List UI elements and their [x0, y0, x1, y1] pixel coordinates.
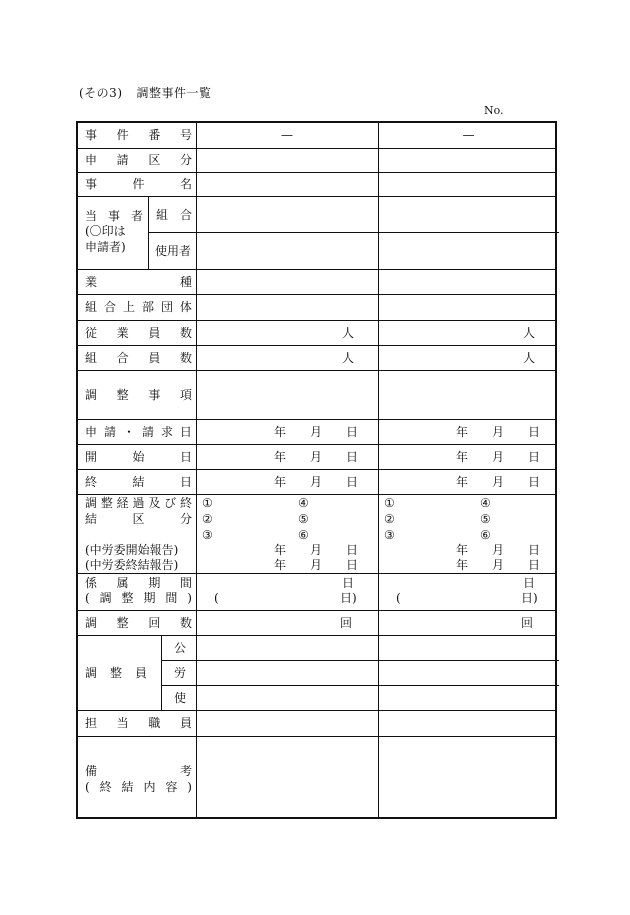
label-case-name: 事 件 名	[85, 177, 192, 191]
label-case-number: 事 件 番 号	[85, 128, 192, 142]
label-parties-note-1: (〇印は	[85, 224, 126, 238]
label-progress-1: 調 整 経 過 及 び 終	[85, 496, 192, 510]
mediator-column-divider	[161, 635, 162, 710]
period-paren-open-right: (	[396, 591, 401, 605]
label-adjustment-items: 調 整 事 項	[85, 388, 192, 402]
row-divider	[78, 444, 557, 445]
period-paren-open-left: (	[214, 591, 219, 605]
label-employee-count: 従 業 員 数	[85, 326, 192, 340]
label-parties: 当 事 者	[85, 209, 143, 223]
employee-unit-right: 人	[523, 326, 536, 340]
progress-circle-6-right: ⑥	[480, 528, 491, 542]
date-day-right: 日	[528, 475, 541, 489]
date-month-right: 月	[492, 543, 505, 557]
progress-circle-5-left: ⑤	[298, 512, 309, 526]
row-divider	[78, 710, 557, 711]
label-employer-member: 使	[174, 691, 187, 705]
progress-circle-4-left: ④	[298, 496, 309, 510]
date-year-left: 年	[274, 450, 287, 464]
case-number-dash-right: —	[462, 128, 475, 142]
progress-circle-4-right: ④	[480, 496, 491, 510]
row-divider	[78, 610, 557, 611]
period-paren-close-right: 日)	[521, 591, 538, 605]
date-year-left: 年	[274, 475, 287, 489]
adjustment-case-table	[76, 121, 557, 819]
label-labor-member: 労	[174, 666, 187, 680]
label-public-member: 公	[174, 641, 187, 655]
period-paren-close-left: 日)	[340, 591, 357, 605]
date-year-left: 年	[274, 425, 287, 439]
date-month-left: 月	[310, 543, 323, 557]
date-day-left: 日	[346, 425, 359, 439]
date-day-left: 日	[346, 475, 359, 489]
employee-unit-left: 人	[342, 326, 355, 340]
label-progress-start-report: (中労委開始報告)	[85, 543, 179, 557]
count-unit-right: 回	[521, 616, 534, 630]
member-unit-right: 人	[523, 351, 536, 365]
period-day-left: 日	[342, 576, 355, 590]
row-divider	[78, 196, 557, 197]
label-parties-note-2: 申請者)	[85, 240, 126, 254]
mediator-row-divider	[161, 660, 559, 661]
row-divider	[78, 294, 557, 295]
progress-circle-5-right: ⑤	[480, 512, 491, 526]
date-month-left: 月	[310, 475, 323, 489]
form-title: (その3) 調整事件一覧	[79, 86, 212, 100]
period-day-right: 日	[523, 576, 536, 590]
row-divider	[78, 320, 557, 321]
row-divider	[78, 635, 557, 636]
date-year-right: 年	[456, 543, 469, 557]
label-application-date: 申 請 ・ 請 求 日	[85, 425, 192, 439]
label-period-adjustment: ( 調 整 期 間 )	[85, 591, 192, 605]
label-adjustment-count: 調 整 回 数	[85, 616, 192, 630]
date-month-right: 月	[492, 475, 505, 489]
case-number-dash-left: —	[281, 128, 293, 142]
label-staff: 担 当 職 員	[85, 716, 192, 730]
progress-circle-3-right: ③	[384, 528, 395, 542]
row-divider	[78, 573, 557, 574]
row-divider	[78, 172, 557, 173]
row-divider	[78, 148, 557, 149]
row-divider	[78, 469, 557, 470]
date-day-left: 日	[346, 558, 359, 572]
progress-circle-3-left: ③	[202, 528, 213, 542]
date-month-right: 月	[492, 450, 505, 464]
date-month-left: 月	[310, 558, 323, 572]
label-employer: 使用者	[155, 244, 192, 258]
row-divider	[78, 736, 557, 737]
label-union: 組 合	[156, 208, 192, 222]
label-period: 係 属 期 間	[85, 576, 192, 590]
label-progress-end-report: (中労委終結報告)	[85, 558, 179, 572]
row-divider	[78, 494, 557, 495]
progress-circle-2-right: ②	[384, 512, 395, 526]
date-day-left: 日	[346, 543, 359, 557]
label-industry: 業 種	[85, 275, 192, 289]
column-divider	[196, 123, 197, 819]
progress-circle-1-left: ①	[202, 496, 213, 510]
date-year-right: 年	[456, 558, 469, 572]
label-start-date: 開 始 日	[85, 450, 192, 464]
date-year-left: 年	[274, 558, 287, 572]
date-year-left: 年	[274, 543, 287, 557]
label-union-parent: 組 合 上 部 団 体	[85, 300, 192, 314]
date-year-right: 年	[456, 425, 469, 439]
date-month-left: 月	[310, 450, 323, 464]
date-day-right: 日	[528, 450, 541, 464]
date-month-right: 月	[492, 558, 505, 572]
date-day-right: 日	[528, 425, 541, 439]
date-day-right: 日	[528, 543, 541, 557]
progress-circle-1-right: ①	[384, 496, 395, 510]
progress-circle-6-left: ⑥	[298, 528, 309, 542]
label-application-type: 申 請 区 分	[85, 153, 192, 167]
column-divider	[378, 123, 379, 819]
label-member-count: 組 合 員 数	[85, 351, 192, 365]
date-year-right: 年	[456, 450, 469, 464]
date-year-right: 年	[456, 475, 469, 489]
date-day-right: 日	[528, 558, 541, 572]
progress-circle-2-left: ②	[202, 512, 213, 526]
number-label: No.	[484, 104, 504, 117]
row-divider	[78, 345, 557, 346]
label-progress-2: 結 区 分	[85, 512, 192, 526]
label-remarks: 備 考	[85, 764, 192, 778]
count-unit-left: 回	[340, 616, 353, 630]
date-day-left: 日	[346, 450, 359, 464]
row-divider	[78, 419, 557, 420]
date-month-right: 月	[492, 425, 505, 439]
row-divider	[78, 269, 557, 270]
date-month-left: 月	[310, 425, 323, 439]
mediator-row-divider	[161, 685, 559, 686]
row-divider	[78, 370, 557, 371]
label-remarks-end: ( 終 結 内 容 )	[85, 780, 192, 794]
label-end-date: 終 結 日	[85, 475, 192, 489]
party-row-divider	[148, 232, 559, 233]
party-column-divider	[148, 196, 149, 269]
member-unit-left: 人	[342, 351, 355, 365]
label-mediators: 調 整 員	[85, 666, 147, 680]
